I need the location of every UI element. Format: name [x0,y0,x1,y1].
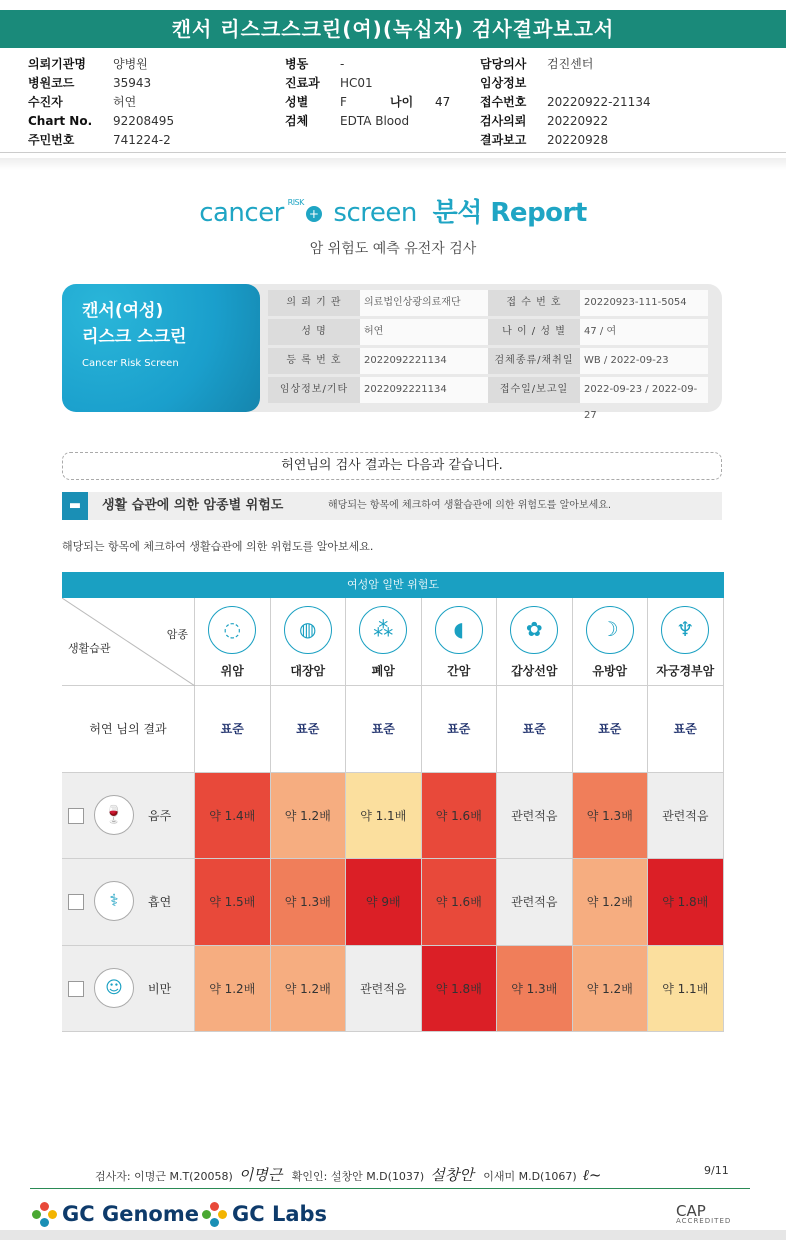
breast-icon: ☽ [586,606,634,654]
alcohol-icon: 🍷 [94,795,134,835]
info-label: 검체종류/채취일 [488,348,580,374]
logo-report: 분석 Report [432,198,587,228]
age-label: 나이 [390,95,414,109]
header-row [480,112,651,131]
header-value: 양병원 [113,57,148,71]
info-value: 의료법인상광의료재단 [360,290,488,316]
risk-cell: 약 1.2배 [573,946,649,1033]
description: 해당되는 항목에 체크하여 생활습관에 의한 위험도를 알아보세요. [62,540,374,553]
user-result-cell: 표준 [648,686,724,773]
header-key: 검체 [285,114,309,128]
age-value: 47 [435,95,451,109]
tester-signature: 이명근 [238,1166,283,1184]
info-label: 등 록 번 호 [268,348,360,374]
info-row [268,348,708,374]
habit-label: 음주 [148,808,172,823]
user-result-label: 허연 님의 결과 [62,686,195,773]
header-key: 수진자 [28,95,63,109]
footer-signatures [95,1164,607,1185]
habit-row-header [62,773,195,860]
header-row [28,131,174,150]
uterus-icon: ♆ [661,606,709,654]
risk-cell: 약 1.1배 [648,946,724,1033]
cancer-name: 자궁경부암 [656,664,715,678]
cancer-risk-screen-logo [0,192,786,229]
bed-icon: ▬ [62,492,88,520]
tester-label: 검사자: 이명근 M.T(20058) [95,1170,233,1183]
header-row [285,74,409,93]
cancer-header [422,598,498,686]
cancer-header [573,598,649,686]
habit-label: 비만 [148,981,172,996]
brand-labs: GC Labs [232,1202,328,1226]
cancer-header [497,598,573,686]
cancer-name: 폐암 [371,664,395,678]
info-label: 접 수 번 호 [488,290,580,316]
header-value: EDTA Blood [340,114,410,128]
info-value: 허연 [360,319,488,345]
header-key: 진료과 [285,76,320,90]
confirmer-signature: 설창안 [430,1166,474,1184]
habit-row-header [62,946,195,1033]
risk-cell: 관련적음 [648,773,724,860]
risk-cell: 약 9배 [346,859,422,946]
section-title: 생활 습관에 의한 암종별 위험도 [102,498,284,513]
header-value: 허연 [113,95,137,109]
header-column-3 [480,55,651,150]
header-row [480,93,651,112]
info-value: 20220923-111-5054 [580,290,708,316]
info-value: WB / 2022-09-23 [580,348,708,374]
info-value: 2022-09-23 / 2022-09-27 [580,377,708,403]
cancer-name: 위암 [220,664,244,678]
card-title-1: 캔서(여성) [82,301,164,321]
cancer-name: 갑상선암 [511,664,558,678]
user-result-cell: 표준 [497,686,573,773]
info-row [268,290,708,316]
grid-header: 여성암 일반 위험도 [62,572,724,598]
brand-genome: GC Genome [62,1202,199,1226]
stomach-icon: ◌ [208,606,256,654]
logo-risk: RISK [287,198,304,207]
confirmer-label: 확인인: 설창안 M.D(1037) [291,1170,425,1183]
corner-habit-label: 생활습관 [68,642,111,655]
third-signature: ℓ~ [582,1166,602,1184]
header-key: 병원코드 [28,76,75,90]
header-value: 20220922-21134 [547,95,651,109]
info-value: 2022092221134 [360,348,488,374]
header-value: 92208495 [113,114,175,128]
risk-cell: 약 1.4배 [195,773,271,860]
risk-cell: 약 1.1배 [346,773,422,860]
risk-cell: 약 1.6배 [422,859,498,946]
thyroid-icon: ✿ [510,606,558,654]
info-value: 2022092221134 [360,377,488,403]
section-note: 해당되는 항목에 체크하여 생활습관에 의한 위험도를 알아보세요. [328,500,612,511]
info-label: 의 뢰 기 관 [268,290,360,316]
header-key: 접수번호 [480,95,527,109]
header-row [285,112,409,131]
header-row [28,93,174,112]
user-result-cell: 표준 [573,686,649,773]
habit-checkbox[interactable] [68,894,84,910]
logo-screen: screen [333,198,417,228]
info-label: 나 이 / 성 별 [488,319,580,345]
info-row [268,377,708,421]
logo-plus-icon: + [306,206,322,222]
header-value: 741224-2 [113,133,171,147]
logo-cancer: cancer [199,198,284,228]
header-row [480,74,651,93]
report-subtitle: 암 위험도 예측 유전자 검사 [309,241,477,257]
card-title-2: 리스크 스크린 [82,327,187,347]
info-label: 성 명 [268,319,360,345]
risk-cell: 관련적음 [497,773,573,860]
habit-checkbox[interactable] [68,808,84,824]
risk-cell: 관련적음 [497,859,573,946]
header-shadow [0,158,786,170]
risk-cell: 약 1.3배 [573,773,649,860]
user-result-cell: 표준 [271,686,347,773]
gc-plus-icon [202,1202,228,1228]
cancer-header [195,598,271,686]
liver-icon: ◖ [435,606,483,654]
cap-sub: ACCREDITED [676,1217,732,1225]
gc-labs-logo [202,1202,327,1228]
header-value: HC01 [340,76,373,90]
header-key: 성별 [285,95,309,109]
risk-cell: 약 1.2배 [573,859,649,946]
bottom-strip [0,1230,786,1240]
lung-icon: ⁂ [359,606,407,654]
result-message: 허연님의 검사 결과는 다음과 같습니다. [62,452,722,480]
page-number: 9/11 [704,1164,729,1177]
info-label: 접수일/보고일 [488,377,580,403]
user-result-cell: 표준 [346,686,422,773]
risk-cell: 약 1.6배 [422,773,498,860]
user-result-cell: 표준 [422,686,498,773]
cancer-name: 유방암 [592,664,628,678]
user-result-cell: 표준 [195,686,271,773]
header-key: Chart No. [28,114,93,128]
risk-cell: 약 1.2배 [195,946,271,1033]
card-title-3: Cancer Risk Screen [82,358,179,369]
header-row [480,55,651,74]
header-value: F [340,95,347,109]
risk-cell: 약 1.2배 [271,946,347,1033]
header-key: 의뢰기관명 [28,57,86,71]
cap-accredited-logo [676,1202,731,1225]
header-value: 20220928 [547,133,609,147]
cancer-header [648,598,724,686]
header-key: 담당의사 [480,57,527,71]
third-signer-label: 이새미 M.D(1067) [483,1170,577,1183]
obesity-icon: ☺ [94,968,134,1008]
footer-rule [30,1188,750,1189]
header-value: 35943 [113,76,152,90]
header-column-1 [28,55,174,150]
habit-label: 흡연 [148,895,172,909]
info-label: 임상정보/기타 [268,377,360,403]
risk-cell: 약 1.3배 [497,946,573,1033]
header-key: 병동 [285,57,309,71]
cancer-name: 간암 [447,664,471,678]
age-field [390,93,450,110]
header-key: 주민번호 [28,133,75,147]
cancer-header [346,598,422,686]
gc-genome-logo [32,1202,199,1228]
risk-cell: 약 1.5배 [195,859,271,946]
header-key: 결과보고 [480,133,527,147]
report-title: 캔서 리스크스크린(여)(녹십자) 검사결과보고서 [0,10,786,48]
risk-cell: 약 1.3배 [271,859,347,946]
risk-cell: 약 1.8배 [422,946,498,1033]
header-row [28,55,174,74]
section-bar [62,492,722,520]
cap-text: CAP [676,1202,706,1220]
gc-plus-icon [32,1202,58,1228]
habit-row-header [62,859,195,946]
info-value: 47 / 여 [580,319,708,345]
header-row [28,74,174,93]
header-row [28,112,174,131]
card-title-panel [62,284,260,412]
header-row [480,131,651,150]
smoking-icon: ⚕ [94,881,134,921]
risk-cell: 약 1.8배 [648,859,724,946]
header-value: 20220922 [547,114,609,128]
corner-cancer-label: 암종 [166,628,188,641]
grid-corner [62,598,195,686]
habit-checkbox[interactable] [68,981,84,997]
risk-cell: 관련적음 [346,946,422,1033]
header-value: 검진센터 [547,57,594,71]
colon-icon: ◍ [284,606,332,654]
cancer-name: 대장암 [290,664,326,678]
info-row [268,319,708,345]
header-key: 검사의뢰 [480,114,527,128]
header-divider [0,152,786,153]
header-key: 임상정보 [480,76,527,90]
header-row [285,55,409,74]
risk-cell: 약 1.2배 [271,773,347,860]
header-value: - [340,57,345,71]
cancer-header [271,598,347,686]
